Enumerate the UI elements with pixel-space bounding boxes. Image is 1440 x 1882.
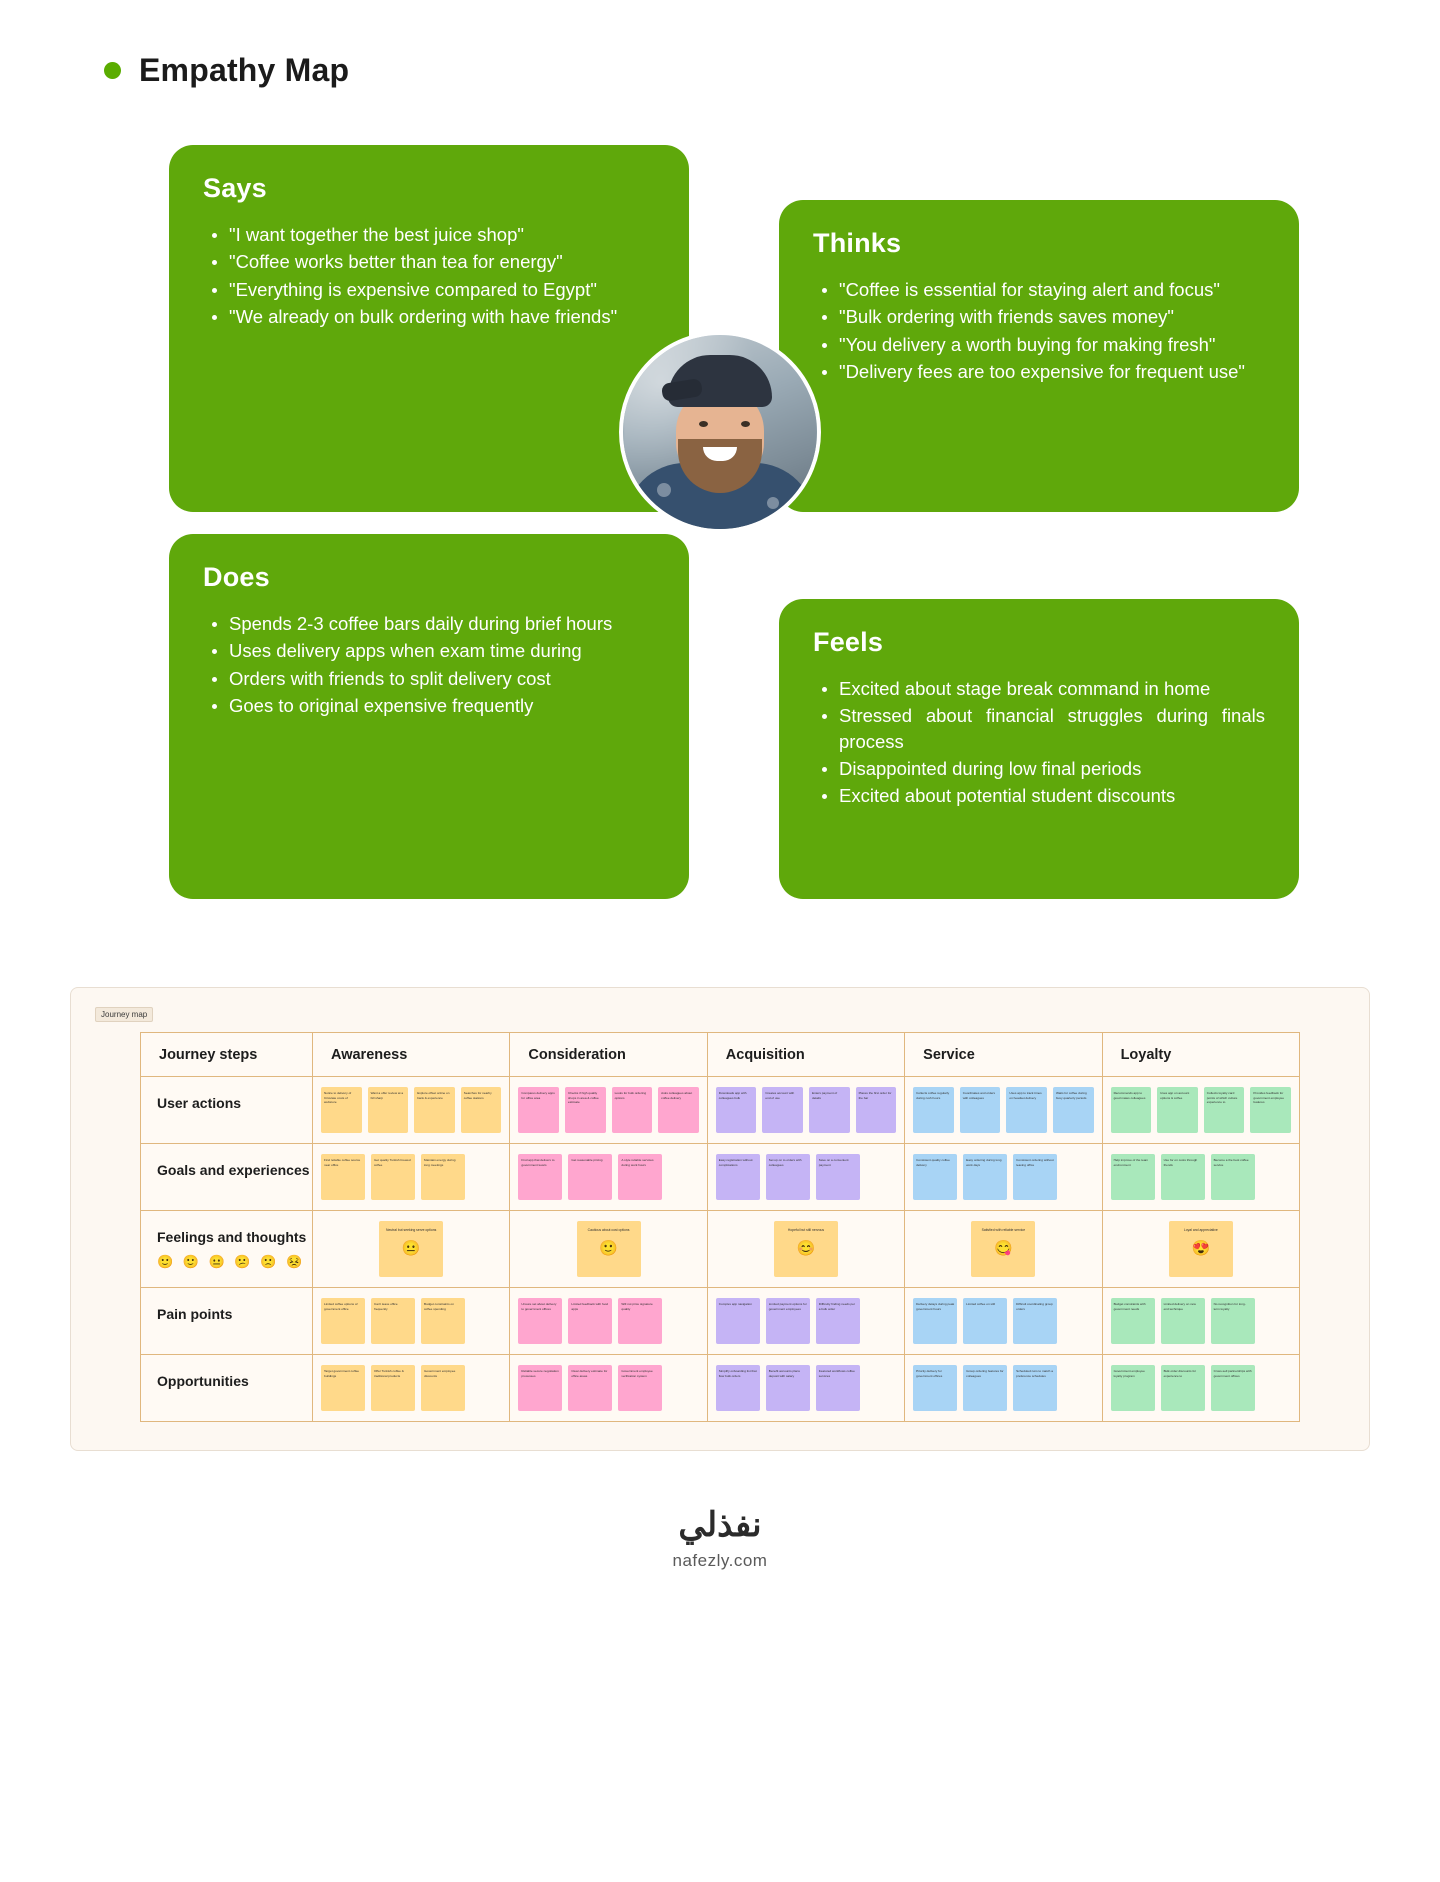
footer: [0, 1505, 1440, 1605]
sticky-note[interactable]: Easy registration without complications: [716, 1154, 760, 1200]
column-header-awareness: Awareness: [313, 1033, 510, 1077]
table-row: [141, 1288, 1300, 1355]
column-header-service: Service: [905, 1033, 1102, 1077]
list-item: • Excited about stage break command in home: [839, 676, 1265, 701]
quadrant-title-thinks: Thinks: [813, 228, 902, 258]
table-row: [141, 1077, 1300, 1144]
sticky-note-group: [518, 1365, 698, 1411]
sticky-note[interactable]: Reliable secure negotiation processes: [518, 1365, 562, 1411]
cell-goals-consideration: [510, 1144, 707, 1211]
emoji-icon: 🙂: [599, 1240, 618, 1258]
sticky-note[interactable]: Limited coffee options of government office: [321, 1298, 365, 1344]
sticky-note-group: [913, 1365, 1093, 1411]
cell-feelings-consideration: [510, 1211, 707, 1288]
journey-map-table: [140, 1032, 1300, 1422]
avatar-eye-left: [699, 421, 708, 427]
sticky-note[interactable]: Searches for nearby coffee stations: [461, 1087, 502, 1133]
cell-goals-awareness: [313, 1144, 510, 1211]
sticky-note[interactable]: Cross-sell partnerships with government offices: [1211, 1365, 1255, 1411]
sticky-note[interactable]: Collects coffee regularly during rush hours: [913, 1087, 954, 1133]
sticky-note-group: [913, 1298, 1093, 1344]
sticky-note[interactable]: [971, 1221, 1035, 1277]
sticky-note[interactable]: Coordinates and orders with colleagues: [960, 1087, 1001, 1133]
sticky-note-group: [518, 1087, 698, 1133]
sticky-note[interactable]: Unsure set about delivery to government offices: [518, 1298, 562, 1344]
sticky-note[interactable]: Get reasonable pricing: [568, 1154, 612, 1200]
sticky-note[interactable]: [379, 1221, 443, 1277]
row-label-text: Feelings and thoughts: [157, 1229, 307, 1245]
cell-pain-service: [905, 1288, 1102, 1355]
sticky-note[interactable]: Consistent quality coffee delivery: [913, 1154, 957, 1200]
sticky-note[interactable]: Save on a convenient payment: [816, 1154, 860, 1200]
sticky-note[interactable]: Government employee verification system: [618, 1365, 662, 1411]
table-row: [141, 1355, 1300, 1422]
avatar-eye-right: [741, 421, 750, 427]
cell-user-actions-service: [905, 1077, 1102, 1144]
sticky-note[interactable]: Find app that delivers to government levels: [518, 1154, 562, 1200]
empathy-map: [155, 145, 1285, 899]
sticky-note[interactable]: Consistent ordering without leaving office: [1013, 1154, 1057, 1200]
sticky-note[interactable]: Group ordering features for colleagues: [963, 1365, 1007, 1411]
quadrant-feels: [779, 599, 1299, 899]
cell-feelings-service: [905, 1211, 1102, 1288]
emoji-icon: 😍: [1191, 1240, 1211, 1258]
sticky-note-group: [1111, 1365, 1291, 1411]
sticky-note[interactable]: A style reliable services during work hours: [618, 1154, 662, 1200]
sticky-note-group: [1111, 1221, 1291, 1277]
sticky-note[interactable]: Government employee discounts: [421, 1365, 465, 1411]
sticky-note[interactable]: Complex app navigation: [716, 1298, 760, 1344]
sticky-note[interactable]: Uses app on account options & coffee: [1157, 1087, 1198, 1133]
cell-feelings-awareness: [313, 1211, 510, 1288]
column-header-acquisition: Acquisition: [707, 1033, 904, 1077]
sticky-note[interactable]: No recognition for long-term loyalty: [1211, 1298, 1255, 1344]
sticky-note[interactable]: Provides feedback for government employee features: [1250, 1087, 1291, 1133]
quadrant-title-does: Does: [203, 562, 270, 592]
sticky-note[interactable]: Difficulty finding needs per a bulk order: [816, 1298, 860, 1344]
quadrant-list-feels: [813, 676, 1265, 809]
sticky-note[interactable]: Simplify onboarding list that flow bulk orders: [716, 1365, 760, 1411]
cell-opportunities-awareness: [313, 1355, 510, 1422]
sticky-note-group: [716, 1154, 896, 1200]
sticky-note-group: [321, 1365, 501, 1411]
sticky-note[interactable]: Creates account with end of use: [762, 1087, 803, 1133]
sticky-note-group: [1111, 1087, 1291, 1133]
sticky-note-group: [716, 1365, 896, 1411]
sticky-note-group: [321, 1298, 501, 1344]
sticky-note[interactable]: Asks colleagues about coffee delivery: [658, 1087, 699, 1133]
sticky-note[interactable]: Become a the best coffee service: [1211, 1154, 1255, 1200]
cell-opportunities-acquisition: [707, 1355, 904, 1422]
cell-pain-loyalty: [1102, 1288, 1299, 1355]
cell-user-actions-acquisition: [707, 1077, 904, 1144]
sticky-note-group: [1111, 1154, 1291, 1200]
journey-map-tag: Journey map: [95, 1007, 153, 1022]
sticky-note-caption: Cautious about cost options: [587, 1228, 630, 1232]
quadrant-says: [169, 145, 689, 512]
sticky-note[interactable]: Delivery delays during peak government hours: [913, 1298, 957, 1344]
brand-url: nafezly.com: [672, 1551, 768, 1570]
row-label-pain-points: Pain points: [141, 1288, 313, 1355]
sticky-note-group: [1111, 1298, 1291, 1344]
sticky-note-group: [518, 1221, 698, 1277]
cell-pain-consideration: [510, 1288, 707, 1355]
list-item: • "I want together the best juice shop": [229, 222, 655, 247]
sticky-note[interactable]: [774, 1221, 838, 1277]
sticky-note-group: [518, 1298, 698, 1344]
cell-user-actions-awareness: [313, 1077, 510, 1144]
sticky-note[interactable]: Collects loyalty card points of which culture experience to: [1204, 1087, 1245, 1133]
sticky-note[interactable]: Budget constraints with government needs: [1111, 1298, 1155, 1344]
column-header-journey-steps: Journey steps: [141, 1033, 313, 1077]
quadrant-list-does: [203, 611, 655, 718]
list-item: • "Bulk ordering with friends saves money": [839, 304, 1265, 329]
sticky-note-group: [321, 1221, 501, 1277]
quadrant-does: [169, 534, 689, 899]
cell-goals-acquisition: [707, 1144, 904, 1211]
cell-user-actions-loyalty: [1102, 1077, 1299, 1144]
sticky-note[interactable]: Can't leave office frequently: [371, 1298, 415, 1344]
sticky-note[interactable]: Scheduled runs to match a preference schedules: [1013, 1365, 1057, 1411]
sticky-note[interactable]: Compares delivery apps for office area: [518, 1087, 559, 1133]
sticky-note[interactable]: Limited payment options for government employees: [766, 1298, 810, 1344]
sticky-note-caption: Neutral but seeking serve options: [386, 1228, 437, 1232]
sticky-note[interactable]: Want a offer review at a bill sharp: [368, 1087, 409, 1133]
sticky-note[interactable]: Places the first order for the bar: [856, 1087, 897, 1133]
row-label-user-actions: User actions: [141, 1077, 313, 1144]
sticky-note[interactable]: Use for on costs through friends: [1161, 1154, 1205, 1200]
bullet-dot-icon: [104, 62, 121, 79]
list-item: • Uses delivery apps when exam time during: [229, 638, 655, 663]
sticky-note[interactable]: Checks if high quality shops in area & coffee estimate: [565, 1087, 606, 1133]
list-item: • Goes to original expensive frequently: [229, 693, 655, 718]
sticky-note[interactable]: Bulk order discounts for experience to: [1161, 1365, 1205, 1411]
brand-logo: نفذلي: [678, 1506, 762, 1544]
sticky-note[interactable]: Notice to delivery of Circulate costs of webstore: [321, 1087, 362, 1133]
cell-feelings-acquisition: [707, 1211, 904, 1288]
cell-user-actions-consideration: [510, 1077, 707, 1144]
row-label-feelings-and-thoughts: [141, 1211, 313, 1288]
sticky-note-group: [913, 1221, 1093, 1277]
sticky-note[interactable]: Limited delivery on new end technique: [1161, 1298, 1205, 1344]
cell-goals-loyalty: [1102, 1144, 1299, 1211]
journey-map-body: [141, 1077, 1300, 1422]
list-item: • Spends 2-3 coffee bars daily during brief hours: [229, 611, 655, 636]
sticky-note[interactable]: Explore offset online on bank & experience: [414, 1087, 455, 1133]
cell-pain-acquisition: [707, 1288, 904, 1355]
sticky-note[interactable]: Easy ordering during long work days: [963, 1154, 1007, 1200]
sticky-note[interactable]: [1169, 1221, 1233, 1277]
list-item: • "Coffee works better than tea for energy": [229, 249, 655, 274]
emoji-icon: 😊: [796, 1240, 816, 1258]
list-item: • "You delivery a worth buying for making fresh": [839, 332, 1265, 357]
sticky-note[interactable]: Clear delivery estimate for office areas: [568, 1365, 612, 1411]
sticky-note[interactable]: Waits for coffee during busy quarterly periods: [1053, 1087, 1094, 1133]
sticky-note-caption: Loyal and appreciative: [1183, 1228, 1218, 1232]
sticky-note-group: [716, 1221, 896, 1277]
sticky-note-caption: Satisfied with reliable service: [981, 1228, 1026, 1232]
sticky-note[interactable]: Priority delivery for government offices: [913, 1365, 957, 1411]
sticky-note-group: [518, 1154, 698, 1200]
sticky-note[interactable]: Featured workflows coffee services: [816, 1365, 860, 1411]
sticky-note[interactable]: Get quality Turkish brewed coffee: [371, 1154, 415, 1200]
sticky-note[interactable]: Looks for bulk ordering options: [612, 1087, 653, 1133]
sticky-note[interactable]: Find reliable coffee source near office: [321, 1154, 365, 1200]
sticky-note-group: [321, 1154, 501, 1200]
cell-opportunities-consideration: [510, 1355, 707, 1422]
quadrant-title-feels: Feels: [813, 627, 884, 657]
quadrant-thinks: [779, 200, 1299, 512]
list-item: • "We already on bulk ordering with have friends": [229, 304, 655, 329]
list-item: • Stressed about financial struggles during finals process: [839, 703, 1265, 754]
sticky-note[interactable]: Limited coffee on still: [963, 1298, 1007, 1344]
row-label-opportunities: Opportunities: [141, 1355, 313, 1422]
sticky-note[interactable]: Will not price signature quality: [618, 1298, 662, 1344]
quadrant-list-thinks: [813, 277, 1265, 384]
table-row: [141, 1144, 1300, 1211]
cell-feelings-loyalty: [1102, 1211, 1299, 1288]
cell-goals-service: [905, 1144, 1102, 1211]
cell-opportunities-loyalty: [1102, 1355, 1299, 1422]
sticky-note[interactable]: Budget constraints on coffee spending: [421, 1298, 465, 1344]
sticky-note[interactable]: Recommends app to good mates colleagues: [1111, 1087, 1152, 1133]
column-header-loyalty: Loyalty: [1102, 1033, 1299, 1077]
column-header-consideration: Consideration: [510, 1033, 707, 1077]
list-item: • Orders with friends to split delivery cost: [229, 666, 655, 691]
emoji-icon: 😋: [994, 1240, 1013, 1258]
sticky-note[interactable]: Target government coffee buildings: [321, 1365, 365, 1411]
sticky-note[interactable]: Benefit accounts plans deposit with salary: [766, 1365, 810, 1411]
list-item: • "Everything is expensive compared to Egypt": [229, 277, 655, 302]
sticky-note-group: [913, 1087, 1093, 1133]
quadrant-list-says: [203, 222, 655, 329]
sticky-note-group: [913, 1154, 1093, 1200]
sticky-note[interactable]: Enters payment of details: [809, 1087, 850, 1133]
sticky-note[interactable]: Difficult coordinating group orders: [1013, 1298, 1057, 1344]
list-item: • Excited about potential student discounts: [839, 783, 1265, 808]
sticky-note-group: [321, 1087, 501, 1133]
sticky-note[interactable]: Maintain energy during long meetings: [421, 1154, 465, 1200]
sticky-note[interactable]: Help improve of the team environment: [1111, 1154, 1155, 1200]
sticky-note[interactable]: Government employee loyalty program: [1111, 1365, 1155, 1411]
list-item: • "Coffee is essential for staying alert and focus": [839, 277, 1265, 302]
sticky-note[interactable]: Offer Turkish coffee & traditional products: [371, 1365, 415, 1411]
sticky-note[interactable]: Set up on to orders with colleagues: [766, 1154, 810, 1200]
emoji-icon: 😐: [401, 1240, 421, 1258]
table-header-row: [141, 1033, 1300, 1077]
feelings-emoji-scale: 🙂 🙂 😐 😕 🙁 😣: [157, 1254, 306, 1270]
cell-pain-awareness: [313, 1288, 510, 1355]
sticky-note[interactable]: Limited feedback with food apps: [568, 1298, 612, 1344]
sticky-note[interactable]: Uses app to track times on headset delivery: [1006, 1087, 1047, 1133]
journey-map-panel: [70, 987, 1370, 1451]
quadrant-title-says: Says: [203, 173, 267, 203]
avatar: [619, 331, 821, 533]
list-item: • Disappointed during low final periods: [839, 756, 1265, 781]
row-label-goals-and-experiences: Goals and experiences: [141, 1144, 313, 1211]
sticky-note[interactable]: [577, 1221, 641, 1277]
page-title: Empathy Map: [139, 52, 350, 88]
journey-map-header: [141, 1033, 1300, 1077]
table-row: [141, 1211, 1300, 1288]
page-header: [0, 0, 1440, 89]
list-item: • "Delivery fees are too expensive for frequent use": [839, 359, 1265, 384]
sticky-note-group: [716, 1298, 896, 1344]
cell-opportunities-service: [905, 1355, 1102, 1422]
sticky-note-caption: Hopeful but still nervous: [787, 1228, 825, 1232]
sticky-note[interactable]: Downloads app with colleagues bulk: [716, 1087, 757, 1133]
sticky-note-group: [716, 1087, 896, 1133]
